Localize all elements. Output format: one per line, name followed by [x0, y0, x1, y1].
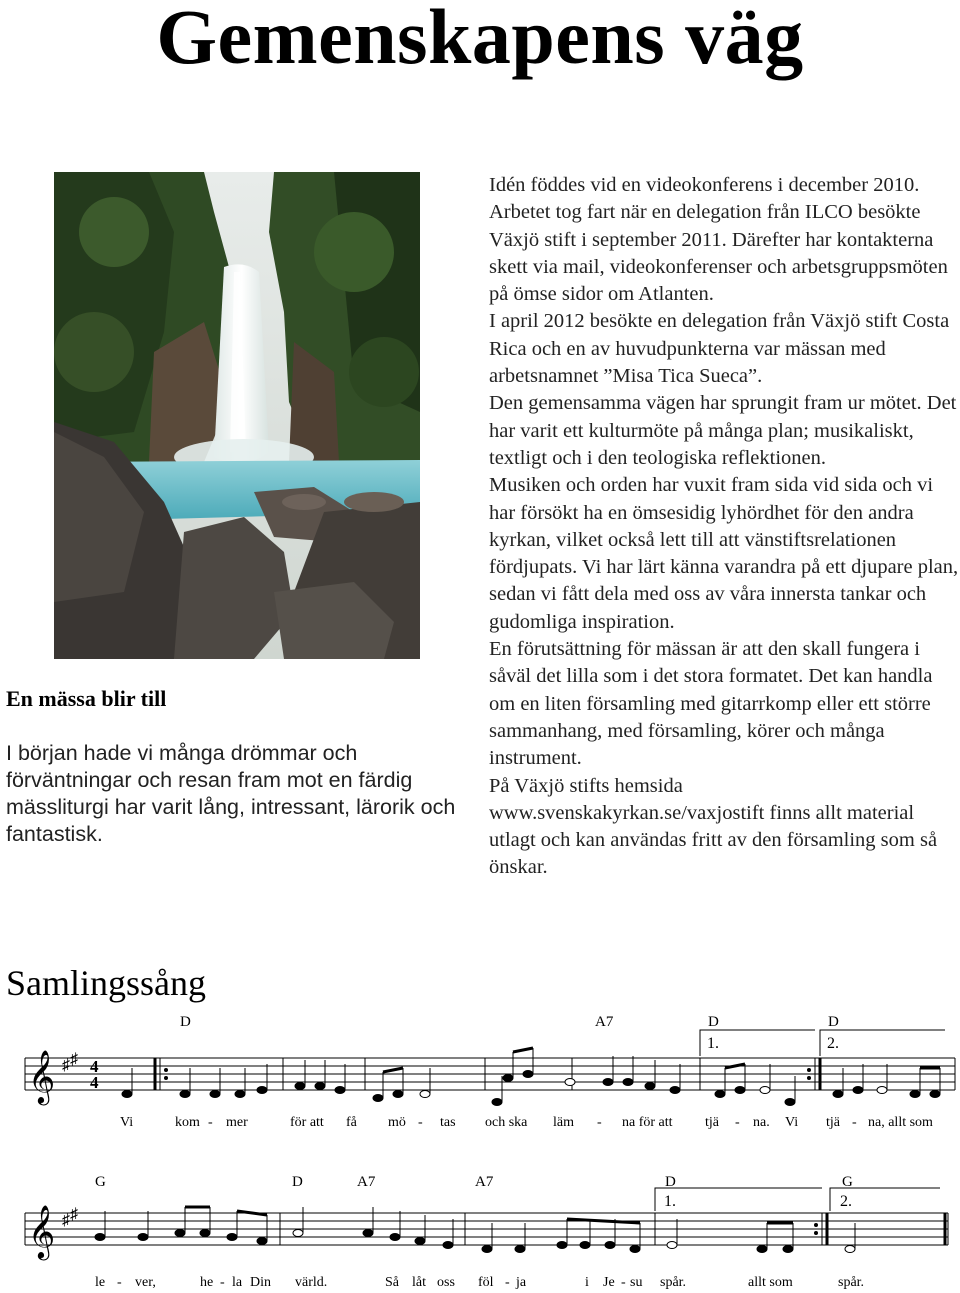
lyric-syllable: -: [505, 1275, 510, 1290]
lyrics: [95, 1275, 864, 1290]
lyric-syllable: Vi: [120, 1115, 134, 1130]
lyric-syllable: tjä: [705, 1115, 719, 1130]
lyric-syllable: -: [852, 1115, 857, 1130]
lyrics: [120, 1115, 933, 1130]
lyric-syllable: -: [735, 1115, 740, 1130]
lyric-syllable: ver,: [135, 1275, 156, 1290]
chord-symbol: D: [708, 1014, 719, 1030]
lyric-syllable: Så: [385, 1275, 399, 1290]
section-heading: En mässa blir till: [6, 686, 167, 711]
lyric-syllable: i: [585, 1275, 589, 1290]
lyric-syllable: låt: [412, 1275, 426, 1290]
volta-label: 2.: [840, 1193, 852, 1210]
body-paragraph: Musiken och orden har vuxit fram sida vid sida och vi har försökt ha en ömsesidig lyhördhet för den andra kyrkan, vilket också lett till att vänstiftsrelationen fördjupats. Vi har lärt känna varandra på ett djupare plan, sedan vi fått dela med oss av våra innersta tankar och gudomliga inspiration.: [489, 474, 959, 633]
body-paragraph: I april 2012 besökte en delegation från Växjö stift Costa Rica och en av huvudpunkterna var mässan med arbetsnamnet ”Misa Tica Sueca”.: [489, 310, 950, 388]
body-paragraph: På Växjö stifts hemsida www.svenskakyrkan.se/vaxjostift finns allt material utlagt och kan användas fritt av den församling som så önskar.: [489, 774, 938, 879]
lyric-syllable: la: [232, 1275, 243, 1290]
song-heading: Samlingssång: [6, 963, 207, 1003]
chord-symbol: D: [180, 1014, 191, 1030]
body-paragraph: En förutsättning för mässan är att den skall fungera i såväl det lilla som i det stora formatet. Det kan handla om en liten församling med gitarrkomp eller ett större sammanhang, med församling, körer och många instrument.: [489, 638, 933, 770]
notes: [95, 1207, 855, 1253]
key-signature-sharps: ♯: [70, 1206, 78, 1223]
lyric-syllable: he: [200, 1275, 214, 1290]
key-signature-sharps: ♯: [62, 1057, 70, 1074]
volta-label: 1.: [707, 1035, 719, 1052]
chord-symbol: G: [95, 1174, 106, 1190]
time-signature: 4: [90, 1073, 99, 1092]
lyric-syllable: och ska: [485, 1115, 528, 1130]
lyric-syllable: -: [220, 1275, 225, 1290]
lyric-syllable: su: [630, 1275, 643, 1290]
treble-clef-icon: 𝄞: [28, 1206, 56, 1257]
lyric-syllable: kom: [175, 1115, 200, 1130]
lyric-syllable: -: [418, 1115, 423, 1130]
chord-symbol: D: [828, 1014, 839, 1030]
lyric-syllable: ja: [516, 1275, 527, 1290]
chord-symbol: A7: [595, 1014, 614, 1030]
lyric-syllable: mö: [388, 1115, 406, 1130]
time-signature: 4: [90, 1057, 99, 1076]
lyric-syllable: föl: [478, 1275, 494, 1290]
treble-clef-icon: 𝄞: [28, 1051, 56, 1102]
lyric-syllable: läm: [553, 1115, 574, 1130]
music-staff-line-1: [0, 1008, 960, 1138]
lyric-syllable: få: [346, 1115, 357, 1130]
lyric-syllable: -: [208, 1115, 213, 1130]
lyric-syllable: spår.: [660, 1275, 687, 1290]
chord-symbol: A7: [357, 1174, 376, 1190]
lyric-syllable: värld.: [295, 1275, 328, 1290]
lyric-syllable: spår.: [838, 1275, 865, 1290]
body-paragraph: Idén föddes vid en videokonferens i december 2010. Arbetet tog fart när en delegation från ILCO besökte Växjö stift i september 2011. Därefter har kontakterna skett via mail, videokonferenser och arbetsgruppsmöten på ömse sidor om Atlanten.: [489, 174, 948, 306]
lyric-syllable: Din: [250, 1275, 271, 1290]
lyric-syllable: allt som: [748, 1275, 793, 1290]
lyric-syllable: -: [597, 1115, 602, 1130]
lyric-syllable: för att: [290, 1115, 324, 1130]
lyric-syllable: na för att: [622, 1115, 673, 1130]
waterfall-photo: [54, 172, 420, 659]
lyric-syllable: tas: [440, 1115, 456, 1130]
section-text: I början hade vi många drömmar och förväntningar och resan fram mot en färdig mässliturgi har varit lång, intressant, lärorik och fantastisk.: [6, 741, 456, 846]
lyric-syllable: -: [117, 1275, 122, 1290]
chord-symbol: A7: [475, 1174, 494, 1190]
lyric-syllable: -: [621, 1275, 626, 1290]
staff-lines: [25, 1213, 948, 1245]
key-signature-sharps: ♯: [70, 1051, 78, 1068]
lyric-syllable: oss: [437, 1275, 455, 1290]
lyric-syllable: mer: [226, 1115, 248, 1130]
lyric-syllable: na, allt som: [868, 1115, 933, 1130]
lyric-syllable: Je: [603, 1275, 615, 1290]
page-title: Gemenskapens väg: [156, 0, 804, 80]
notes: [122, 1048, 940, 1106]
lyric-syllable: tjä: [826, 1115, 840, 1130]
body-paragraph: Den gemensamma vägen har sprungit fram ur mötet. Det har varit ett kulturmöte på många plan; musikaliskt, textligt och i den teologiska reflektionen.: [489, 392, 957, 469]
lyric-syllable: Vi: [785, 1115, 799, 1130]
chord-symbol: D: [292, 1174, 303, 1190]
lyric-syllable: le: [95, 1275, 106, 1290]
body-text: [489, 172, 959, 882]
chord-symbol: D: [665, 1174, 676, 1190]
lyric-syllable: na.: [753, 1115, 770, 1130]
volta-label: 2.: [827, 1035, 839, 1052]
volta-label: 1.: [664, 1193, 676, 1210]
chord-symbol: G: [842, 1174, 853, 1190]
music-staff-line-2: [0, 1168, 960, 1293]
key-signature-sharps: ♯: [62, 1212, 70, 1229]
